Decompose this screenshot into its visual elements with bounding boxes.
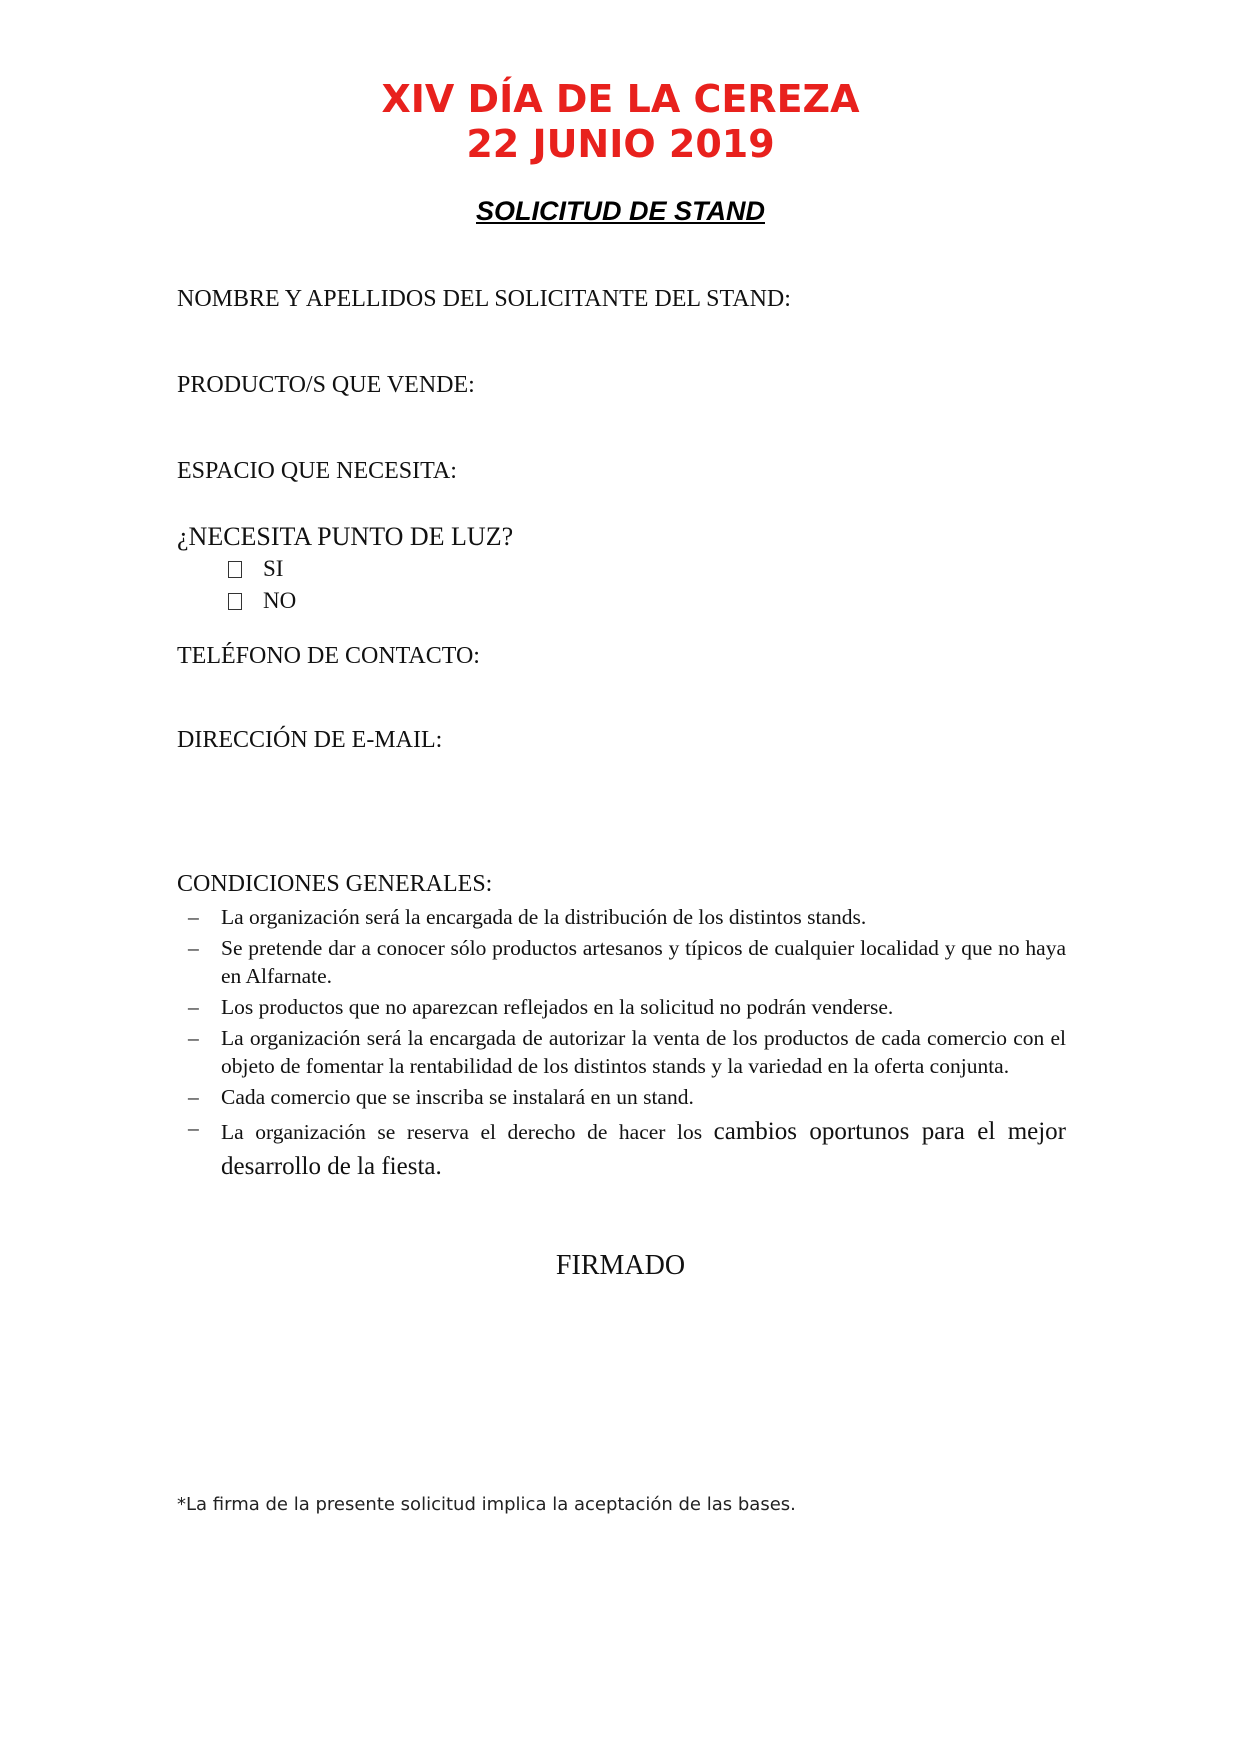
dash-bullet: –	[188, 1026, 199, 1050]
dash-bullet: –	[188, 1116, 199, 1140]
list-item	[188, 993, 1066, 1021]
list-item	[188, 903, 1066, 931]
list-item	[188, 1024, 1066, 1080]
option-si-label: SI	[263, 556, 284, 581]
condition-text: La organización será la encargada de la distribución de los distintos stands.	[221, 905, 867, 929]
list-item	[188, 1083, 1066, 1111]
event-title: XIV DÍA DE LA CEREZA	[381, 77, 860, 121]
list-item	[188, 934, 1066, 990]
phone-field-label: TELÉFONO DE CONTACTO:	[177, 643, 480, 669]
products-field-label: PRODUCTO/S QUE VENDE:	[177, 372, 475, 398]
condition-text-part-large: cambios oportunos para el mejor desarrollo de la fiesta.	[221, 1118, 1067, 1180]
signature-label: FIRMADO	[555, 1250, 686, 1281]
dash-bullet: –	[188, 995, 199, 1019]
form-subtitle: SOLICITUD DE STAND	[476, 196, 765, 226]
condition-text	[221, 1114, 1066, 1184]
conditions-list	[188, 903, 1066, 1187]
dash-bullet: –	[188, 905, 199, 929]
dash-bullet: –	[188, 936, 199, 960]
dash-bullet: –	[188, 1085, 199, 1109]
light-question: ¿NECESITA PUNTO DE LUZ?	[177, 522, 514, 551]
email-field-label: DIRECCIÓN DE E-MAIL:	[177, 727, 443, 753]
condition-text: Cada comercio que se inscriba se instalará en un stand.	[221, 1085, 694, 1109]
checkbox-icon[interactable]	[228, 561, 242, 578]
condition-text-part: La organización se reserva el derecho de hacer los	[221, 1120, 703, 1144]
name-field-label: NOMBRE Y APELLIDOS DEL SOLICITANTE DEL STAND:	[177, 286, 791, 312]
checkbox-icon[interactable]	[228, 593, 242, 610]
condition-text: La organización será la encargada de autorizar la venta de los productos de cada comercio con el objeto de fomentar la rentabilidad de los distintos stands y la variedad en la oferta conjunta.	[221, 1026, 1066, 1078]
option-no-label: NO	[263, 588, 297, 613]
option-no[interactable]	[228, 588, 296, 614]
list-item	[188, 1114, 1066, 1184]
space-field-label: ESPACIO QUE NECESITA:	[177, 458, 457, 484]
footnote: *La firma de la presente solicitud implica la aceptación de las bases.	[177, 1494, 796, 1515]
event-date: 22 JUNIO 2019	[466, 122, 775, 166]
condition-text: Se pretende dar a conocer sólo productos artesanos y típicos de cualquier localidad y que no haya en Alfarnate.	[221, 936, 1066, 988]
conditions-heading: CONDICIONES GENERALES:	[177, 871, 493, 897]
condition-text: Los productos que no aparezcan reflejados en la solicitud no podrán venderse.	[221, 995, 894, 1019]
option-si[interactable]	[228, 556, 283, 582]
